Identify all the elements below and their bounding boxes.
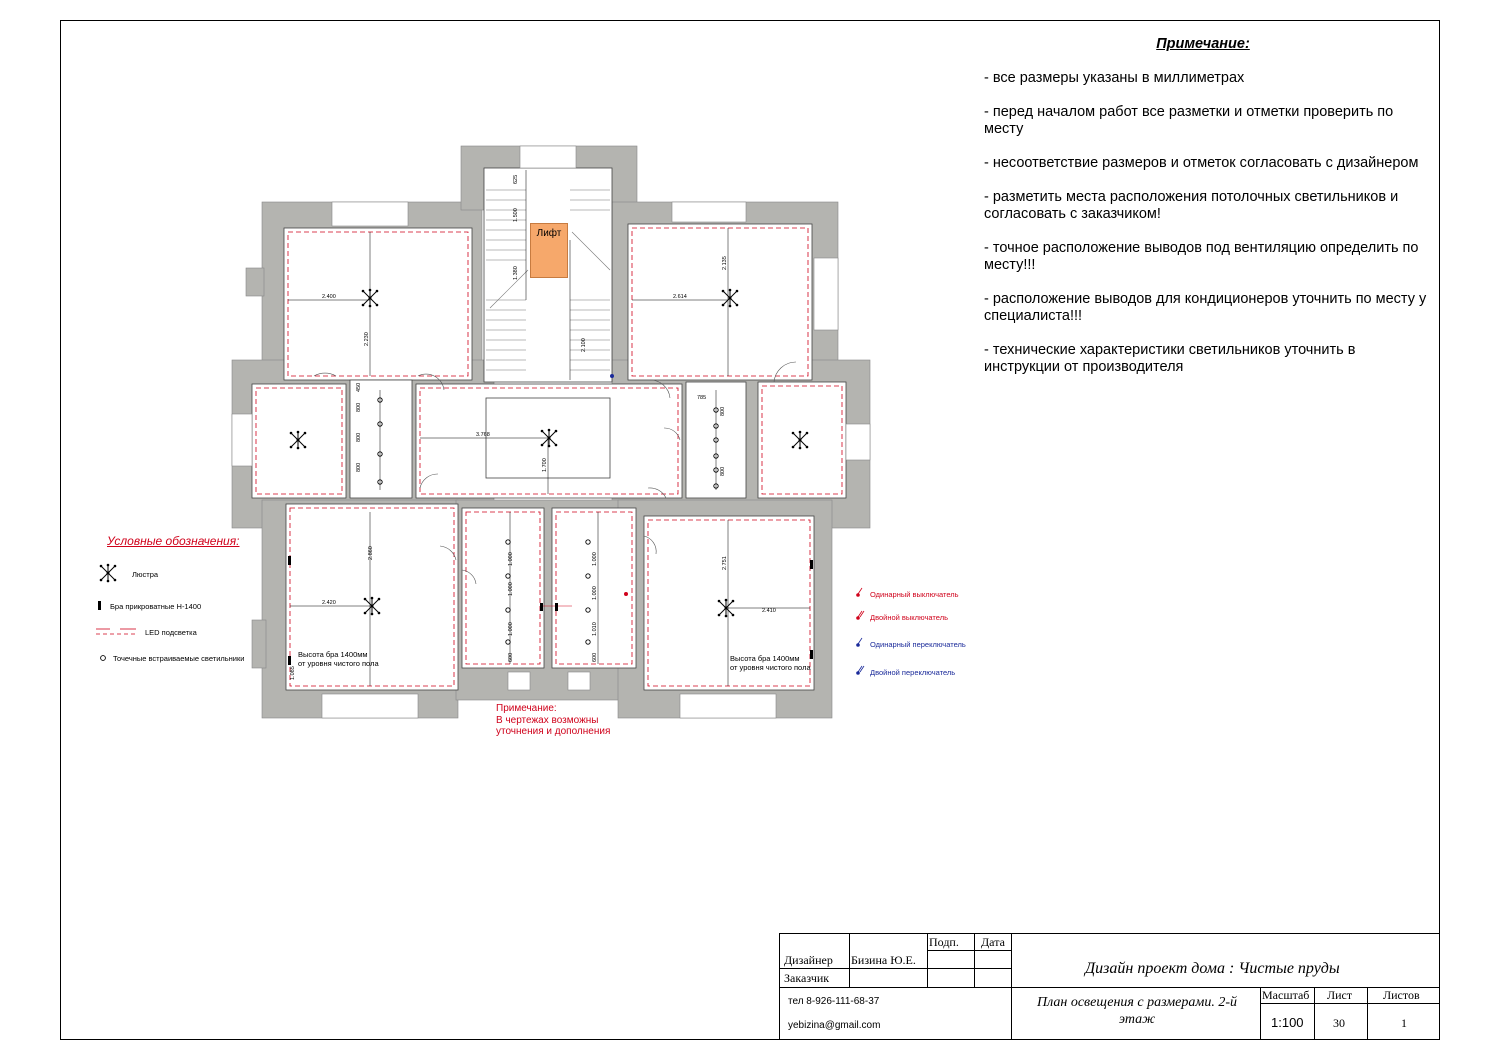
sconce-icon	[288, 556, 291, 565]
sconce-icon	[288, 656, 291, 665]
tb-project: Дизайн проект дома : Чистые пруды	[1085, 960, 1340, 977]
dim-label: 1.085	[290, 666, 296, 680]
tb-scale: 1:100	[1271, 1015, 1304, 1030]
plan-remark	[496, 703, 610, 738]
note-item: - разметить места расположения потолочных светильников и согласовать с заказчиком!	[984, 189, 1399, 222]
dim-label: 800	[356, 462, 362, 472]
tb-email: yebizina@gmail.com	[788, 1020, 881, 1031]
dim-label: 1.000	[508, 552, 514, 566]
remark-line: Примечание:	[496, 703, 557, 714]
dim-label: 3.768	[476, 432, 490, 438]
dim-label: 2.135	[722, 256, 728, 270]
tb-date: Дата	[981, 935, 1005, 949]
legend-item-chandelier: Люстра	[132, 570, 159, 579]
dim-label: 2.614	[673, 294, 687, 300]
single-toggle-icon	[856, 643, 860, 647]
dim-label: 800	[356, 432, 362, 442]
dim-label: 2.400	[322, 294, 336, 300]
note-item: - технические характеристики светильников уточнить в инструкции от производителя	[984, 342, 1356, 375]
tb-sheet: 30	[1333, 1016, 1345, 1030]
legend-double-switch: Двойной выключатель	[870, 613, 948, 622]
tb-sheet-title: План освещения с размерами. 2-й этаж	[1037, 995, 1237, 1027]
tb-sheet-header: Лист	[1327, 988, 1353, 1002]
dim-label: 1.000	[508, 622, 514, 636]
tb-designer-name: Бизина Ю.Е.	[851, 953, 916, 967]
note-item: - перед началом работ все разметки и отметки проверить по месту	[984, 104, 1394, 137]
dim-label: 2.230	[364, 332, 370, 346]
legend-double-toggle: Двойной переключатель	[870, 668, 956, 677]
single-switch-icon	[856, 593, 860, 597]
legend-single-toggle: Одинарный переключатель	[870, 640, 966, 649]
double-toggle-icon	[856, 671, 860, 675]
legend-single-switch: Одинарный выключатель	[870, 590, 959, 599]
note-item: - несоответствие размеров и отметок согласовать с дизайнером	[984, 155, 1419, 171]
tb-designer-role: Дизайнер	[784, 953, 833, 967]
sconce-icon	[555, 603, 558, 611]
note-line: от уровня чистого пола	[730, 663, 811, 672]
legend-led-strip-icon	[96, 629, 136, 634]
note-line: от уровня чистого пола	[298, 659, 379, 668]
dim-label: 2.751	[722, 556, 728, 570]
sconce-height-note	[730, 654, 811, 672]
legend-sconce-icon	[98, 601, 101, 610]
dim-label: 600	[508, 652, 514, 662]
switch-icon	[610, 374, 614, 378]
lift-label: Лифт	[530, 223, 568, 278]
tb-customer-role: Заказчик	[784, 971, 830, 985]
title-block	[779, 933, 1440, 1040]
sconce-height-note	[298, 650, 379, 668]
legend-item-spotlight: Точечные встраиваемые светильники	[113, 654, 245, 663]
dim-label: 1.000	[592, 552, 598, 566]
dim-label: 450	[356, 382, 362, 392]
tb-scale-header: Масштаб	[1262, 988, 1310, 1002]
sconce-icon	[810, 560, 813, 569]
legend-spotlight-icon	[101, 656, 106, 661]
dim-label: 1.000	[592, 586, 598, 600]
legend-title: Условные обозначения:	[107, 534, 240, 548]
dim-label: 1.500	[513, 208, 519, 222]
notes-title: Примечание:	[1156, 36, 1250, 52]
tb-sheets: 1	[1401, 1016, 1407, 1030]
tb-sheets-header: Листов	[1383, 988, 1420, 1002]
note-item: - расположение выводов для кондиционеров уточнить по месту у специалиста!!!	[984, 291, 1427, 324]
legend-chandelier-icon	[100, 564, 117, 583]
note-line: Высота бра 1400мм	[730, 654, 800, 663]
switch-icon	[624, 592, 628, 596]
remark-line: В чертежах возможны	[496, 714, 599, 726]
dim-label: 785	[697, 395, 707, 401]
dim-label: 800	[356, 402, 362, 412]
dim-label: 800	[720, 406, 726, 416]
dim-label: 2.860	[368, 546, 374, 560]
note-line: Высота бра 1400мм	[298, 650, 368, 659]
dim-label: 2.410	[762, 608, 776, 614]
dim-label: 800	[720, 466, 726, 476]
dim-label: 2.420	[322, 600, 336, 606]
dim-label: 1.700	[542, 458, 548, 472]
dim-label: 625	[513, 174, 519, 184]
tb-phone: тел 8-926-111-68-37	[788, 996, 880, 1007]
dim-label: 1.000	[508, 582, 514, 596]
note-item: - точное расположение выводов под вентиляцию определить по месту!!!	[984, 240, 1419, 273]
legend-item-sconce: Бра прикроватные Н-1400	[110, 602, 202, 611]
dim-label: 600	[592, 652, 598, 662]
note-item: - все размеры указаны в миллиметрах	[984, 70, 1245, 86]
remark-line: уточнения и дополнения	[496, 726, 611, 737]
sconce-icon	[540, 603, 543, 611]
double-switch-icon	[856, 616, 860, 620]
dim-label: 2.100	[581, 338, 587, 352]
legend-item-led: LED подсветка	[145, 628, 197, 637]
tb-podp: Подп.	[929, 935, 959, 949]
dim-label: 1.380	[513, 266, 519, 280]
dim-label: 1.010	[592, 622, 598, 636]
